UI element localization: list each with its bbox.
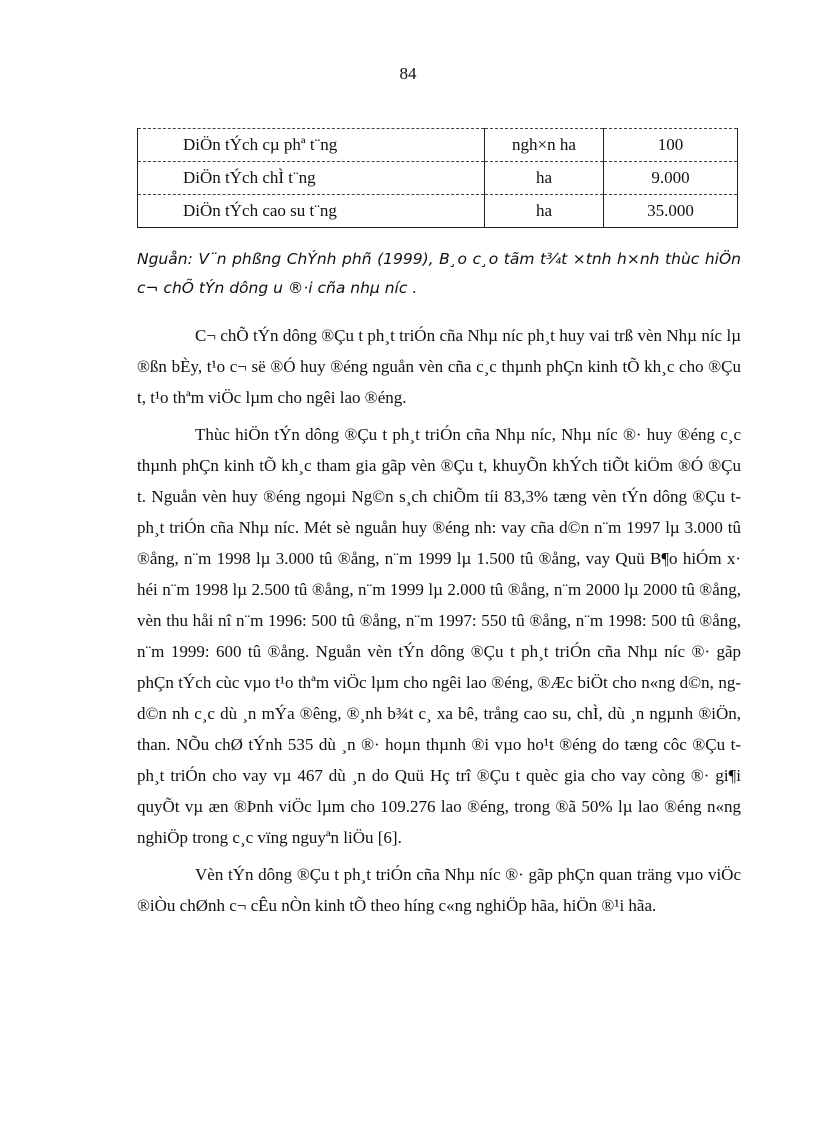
body-text (137, 320, 741, 927)
row-unit: ha (485, 162, 604, 195)
source-note: Nguån: V¨n phßng ChÝnh phñ (1999), B¸o c¸o tãm t¾t ×tnh h×nh thùc hiÖn c¬ chÕ tÝn dông u ®·i cña nhµ níc . (137, 250, 741, 297)
paragraph: Vèn tÝn dông ®Çu t ph¸t triÓn cña Nhµ níc ®· gãp phÇn quan träng vµo viÖc ®iÒu chØnh c¬ cÊu nÒn kinh tÕ theo híng c«ng nghiÖp hãa, hiÖn ®¹i hãa. (137, 865, 741, 915)
statistics-table (137, 128, 738, 228)
table-row (138, 162, 738, 195)
paragraph: Thùc hiÖn tÝn dông ®Çu t ph¸t triÓn cña Nhµ níc, Nhµ níc ®· huy ®éng c¸c thµnh phÇn kinh tÕ kh¸c tham gia gãp vèn ®Çu t, khuyÕn khÝch tiÕt kiÖm ®Ó ®Çu t. Nguån vèn huy ®éng ngoµi Ng©n s¸ch chiÕm tíi 83,3% tæng vèn tÝn dông ®Çu t ph¸t triÓn cña Nhµ níc. Mét sè nguån huy ®éng nh: vay cña d©n n¨m 1997 lµ 3.000 tû ®ång, n¨m 1998 lµ 3.000 tû ®ång, n¨m 1999 lµ 1.500 tû ®ång, vay Quü B¶o hiÓm x· héi n¨m 1998 lµ 2.500 tû ®ång, n¨m 1999 lµ 2.000 tû ®ång, n¨m 2000 lµ 2000 tû ®ång, vèn thu håi nî n¨m 1996: 500 tû ®ång, n¨m 1997: 550 tû ®ång, n¨m 1998: 500 tû ®ång, n¨m 1999: 600 tû ®ång. Nguån vèn tÝn dông ®Çu t ph¸t triÓn cña Nhµ níc ®· gãp phÇn tÝch cùc vµo t¹o thªm viÖc lµm cho ngêi lao ®éng, ®Æc biÖt cho n«ng d©n, ng d©n nh c¸c dù ¸n mÝa ®êng, ®¸nh b¾t c¸ xa bê, trång cao su, chÌ, dù ¸n ngµnh ®iÖn, than. NÕu chØ tÝnh 535 dù ¸n ®· hoµn thµnh ®i vµo ho¹t ®éng do tæng côc ®Çu t ph¸t triÓn cho vay vµ 467 dù ¸n do Quü Hç trî ®Çu t quèc gia cho vay còng ®· gi¶i quyÕt vµ æn ®Þnh viÖc lµm cho 109.276 lao ®éng, trong ®ã 50% lµ lao ®éng n«ng nghiÖp trong c¸c vïng nguyªn liÖu [6]. (137, 425, 741, 847)
row-label: DiÖn tÝch cµ phª t¨ng (138, 129, 485, 162)
row-unit: ngh×n ha (485, 129, 604, 162)
page-number: 84 (399, 64, 417, 83)
row-value: 35.000 (604, 195, 738, 228)
row-value: 9.000 (604, 162, 738, 195)
table-row (138, 195, 738, 228)
row-label: DiÖn tÝch chÌ t¨ng (138, 162, 485, 195)
table-row (138, 129, 738, 162)
paragraph: C¬ chÕ tÝn dông ®Çu t ph¸t triÓn cña Nhµ níc ph¸t huy vai trß vèn Nhµ níc lµ ®ßn bÈy, t¹o c¬ së ®Ó huy ®éng nguån vèn cña c¸c thµnh phÇn kinh tÕ kh¸c cho ®Çu t, t¹o thªm viÖc lµm cho ngêi lao ®éng. (137, 326, 741, 407)
row-unit: ha (485, 195, 604, 228)
row-label: DiÖn tÝch cao su t¨ng (138, 195, 485, 228)
row-value: 100 (604, 129, 738, 162)
